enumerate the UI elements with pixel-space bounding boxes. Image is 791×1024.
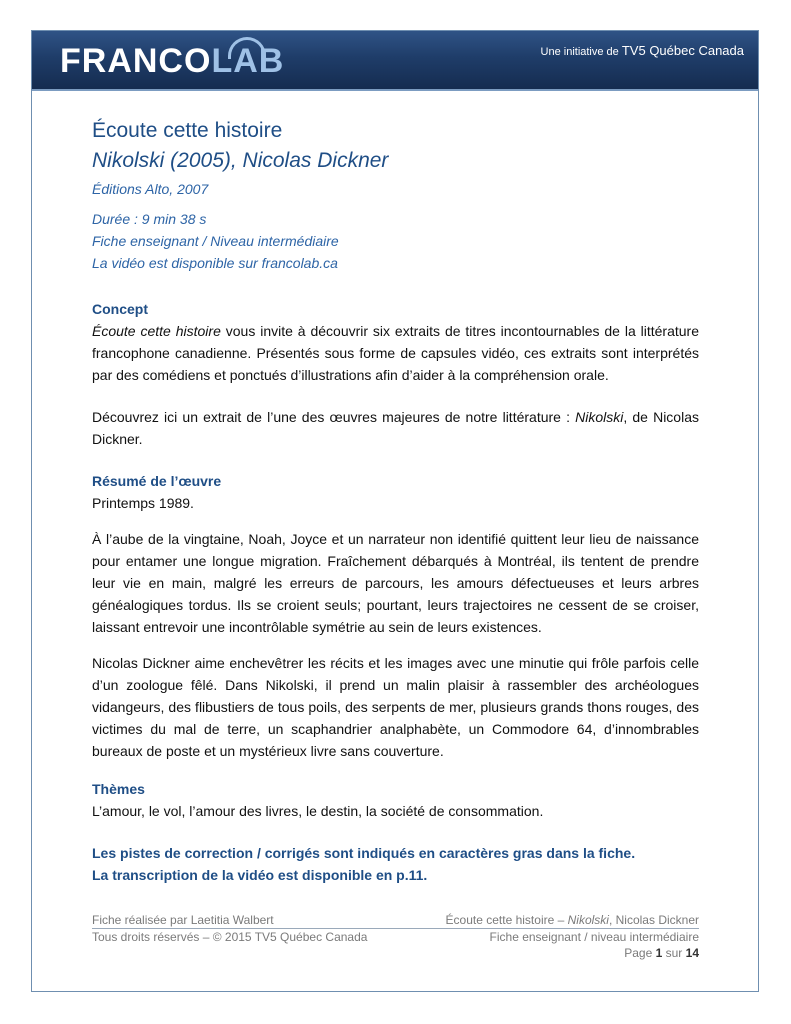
concept-heading: Concept xyxy=(92,301,148,317)
page-current: 1 xyxy=(655,946,663,960)
level-line: Fiche enseignant / Niveau intermédiaire xyxy=(92,233,339,249)
footer-series-before: Écoute cette histoire – xyxy=(445,913,568,927)
footer-series-title: Nikolski xyxy=(567,913,609,927)
logo-franco: FRANCO xyxy=(60,42,212,80)
document-title: Écoute cette histoire xyxy=(92,119,283,142)
transcription-note: La transcription de la vidéo est disponible en p.11. xyxy=(92,867,428,883)
footer-author: Fiche réalisée par Laetitia Walbert xyxy=(92,913,274,927)
initiative-label xyxy=(541,43,744,58)
footer-series-after: , Nicolas Dickner xyxy=(608,913,699,927)
concept-p2-before: Découvrez ici un extrait de l’une des œuvres majeures de notre littérature : xyxy=(92,409,576,425)
concept-p1-text: vous invite à découvrir six extraits de titres incontournables de la littérature francophone canadienne. Présentés sous forme de capsules vidéo, ces extraits sont interprétés par des comédiens et ponctués d’illustrations afin d’aider à la compréhension orale. xyxy=(92,323,699,383)
footer-series xyxy=(446,912,699,928)
series-title: Écoute cette histoire xyxy=(92,323,221,339)
page-number xyxy=(92,945,699,961)
concept-paragraph-1 xyxy=(92,320,699,386)
video-availability-line: La vidéo est disponible sur francolab.ca xyxy=(92,255,338,271)
resume-paragraph-2: Nicolas Dickner aime enchevêtrer les récits et les images avec une minutie qui frôle parfois celle d’un zoologue fêlé. Dans Nikolski, il prend un malin plaisir à rassembler des archéologues vidangeurs, des flibustiers de tous poils, des serpents de mer, plusieurs grands thons rouges, des victimes du mal de terre, un scaphandrier analphabète, un Commodore 64, d’innombrables bureaux de poste et un mystérieux livre sans couverture. xyxy=(92,655,699,759)
page-footer xyxy=(92,912,699,961)
header-banner xyxy=(32,31,758,89)
footer-level: Fiche enseignant / niveau intermédiaire xyxy=(489,930,699,944)
initiative-brand: TV5 Québec Canada xyxy=(621,43,744,58)
themes-heading: Thèmes xyxy=(92,781,145,797)
page-sep: sur xyxy=(665,946,683,960)
duration-line: Durée : 9 min 38 s xyxy=(92,211,207,227)
themes-paragraph: L’amour, le vol, l’amour des livres, le destin, la société de consommation. xyxy=(92,803,544,819)
edition-line: Éditions Alto, 2007 xyxy=(92,181,209,197)
notes-block xyxy=(92,842,699,886)
concept-paragraph-2 xyxy=(92,406,699,450)
initiative-prefix: Une initiative de xyxy=(540,46,619,58)
resume-paragraph-0: Printemps 1989. xyxy=(92,495,194,511)
page-label: Page xyxy=(624,946,653,960)
logo-lab: LAB xyxy=(211,42,285,80)
resume-heading: Résumé de l’œuvre xyxy=(92,473,222,489)
page-total: 14 xyxy=(685,946,699,960)
document-subtitle: Nikolski (2005), Nicolas Dickner xyxy=(92,149,389,172)
resume-paragraph-1: À l’aube de la vingtaine, Noah, Joyce et un narrateur non identifié quittent leur lieu de naissance pour entamer une longue migration. Fraîchement débarqués à Montréal, ils tentent de prendre leur vie en main, malgré les erreurs de parcours, les amours défectueuses et leurs arbres généalogiques tordus. Ils se croient seuls; pourtant, leurs trajectoires ne cessent de se croiser, laissant entrevoir une incontrôlable symétrie au sein de leurs existences. xyxy=(92,531,699,635)
meta-block xyxy=(92,208,699,274)
document-body xyxy=(92,118,699,886)
concept-p2-after: , de Nicolas Dickner. xyxy=(92,409,699,447)
book-title: Nikolski xyxy=(575,409,624,425)
footer-rights: Tous droits réservés – © 2015 TV5 Québec Canada xyxy=(92,930,368,944)
headphones-icon xyxy=(228,37,266,59)
footer-row-1 xyxy=(92,912,699,928)
footer-row-2 xyxy=(92,929,699,945)
correction-note: Les pistes de correction / corrigés sont indiqués en caractères gras dans la fiche. xyxy=(92,845,636,861)
